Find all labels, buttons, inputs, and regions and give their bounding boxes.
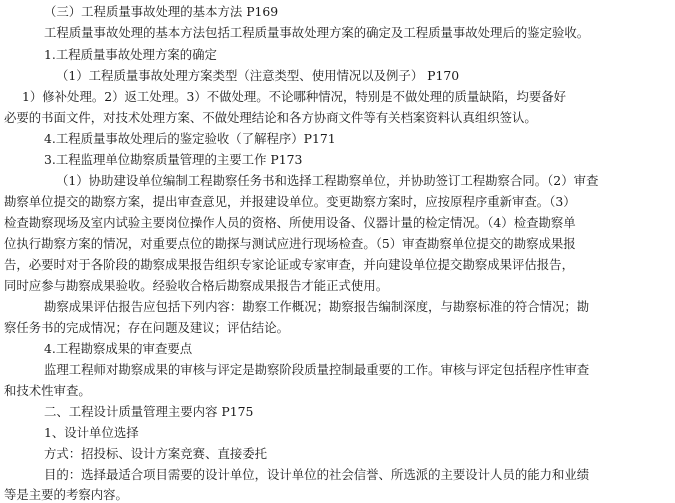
subheading-acceptance: 4.工程质量事故处理后的鉴定验收（了解程序）P171 — [44, 131, 336, 146]
paragraph-line: （1）协助建设单位编制工程勘察任务书和选择工程勘察单位，并协助签订工程勘察合同。（2）审查 — [56, 173, 599, 188]
section-heading-accident-methods: （三）工程质量事故处理的基本方法 P169 — [44, 4, 279, 19]
paragraph-line: 告，必要时对于各阶段的勘察成果报告组织专家论证或专家审查，并向建设单位提交勘察成果评估报告， — [4, 257, 574, 272]
paragraph-line: 勘察单位提交的勘察方案，提出审查意见，并报建设单位。变更勘察方案时，应按原程序重新审查。（3） — [4, 194, 576, 209]
paragraph-line: 位执行勘察方案的情况，对重要点位的勘探与测试应进行现场检查。（5）审查勘察单位提交的勘察成果报 — [4, 236, 576, 251]
paragraph-line: 和技术性审查。 — [4, 383, 91, 398]
section-heading-design-quality: 二、工程设计质量管理主要内容 P175 — [44, 404, 254, 419]
paragraph-line: 检查勘察现场及室内试验主要岗位操作人员的资格、所使用设备、仪器计量的检定情况。（4）检查勘察单 — [4, 215, 576, 230]
subheading-review-points: 4.工程勘察成果的审查要点 — [44, 341, 193, 356]
subheading-design-unit-selection: 1、设计单位选择 — [44, 425, 139, 440]
paragraph-line: 方式：招投标、设计方案竞赛、直接委托 — [44, 446, 268, 461]
paragraph-line: 必要的书面文件，对技术处理方案、不做处理结论和各方协商文件等有关档案资料认真组织签认。 — [4, 110, 537, 125]
subheading-survey-management: 3.工程监理单位勘察质量管理的主要工作 P173 — [44, 152, 303, 167]
paragraph-line: 工程质量事故处理的基本方法包括工程质量事故处理方案的确定及工程质量事故处理后的鉴定验收。 — [44, 25, 590, 40]
subheading-plan-determination: 1.工程质量事故处理方案的确定 — [44, 47, 217, 62]
paragraph-line: 1）修补处理。2）返工处理。3）不做处理。不论哪种情况，特别是不做处理的质量缺陷，均要备好 — [22, 89, 567, 104]
paragraph-line: 同时应参与勘察成果验收。经验收合格后勘察成果报告才能正式使用。 — [4, 278, 389, 293]
subheading-plan-types: （1）工程质量事故处理方案类型（注意类型、使用情况以及例子） P170 — [56, 68, 460, 83]
paragraph-line: 勘察成果评估报告应包括下列内容：勘察工作概况；勘察报告编制深度，与勘察标准的符合情况；勘 — [44, 299, 590, 314]
paragraph-line: 察任务书的完成情况；存在问题及建议；评估结论。 — [4, 320, 289, 335]
paragraph-line: 目的：选择最适合项目需要的设计单位，设计单位的社会信誉、所选派的主要设计人员的能力和业绩 — [44, 467, 590, 482]
paragraph-line: 等是主要的考察内容。 — [4, 487, 128, 502]
paragraph-line: 监理工程师对勘察成果的审核与评定是勘察阶段质量控制最重要的工作。审核与评定包括程序性审查 — [44, 362, 590, 377]
